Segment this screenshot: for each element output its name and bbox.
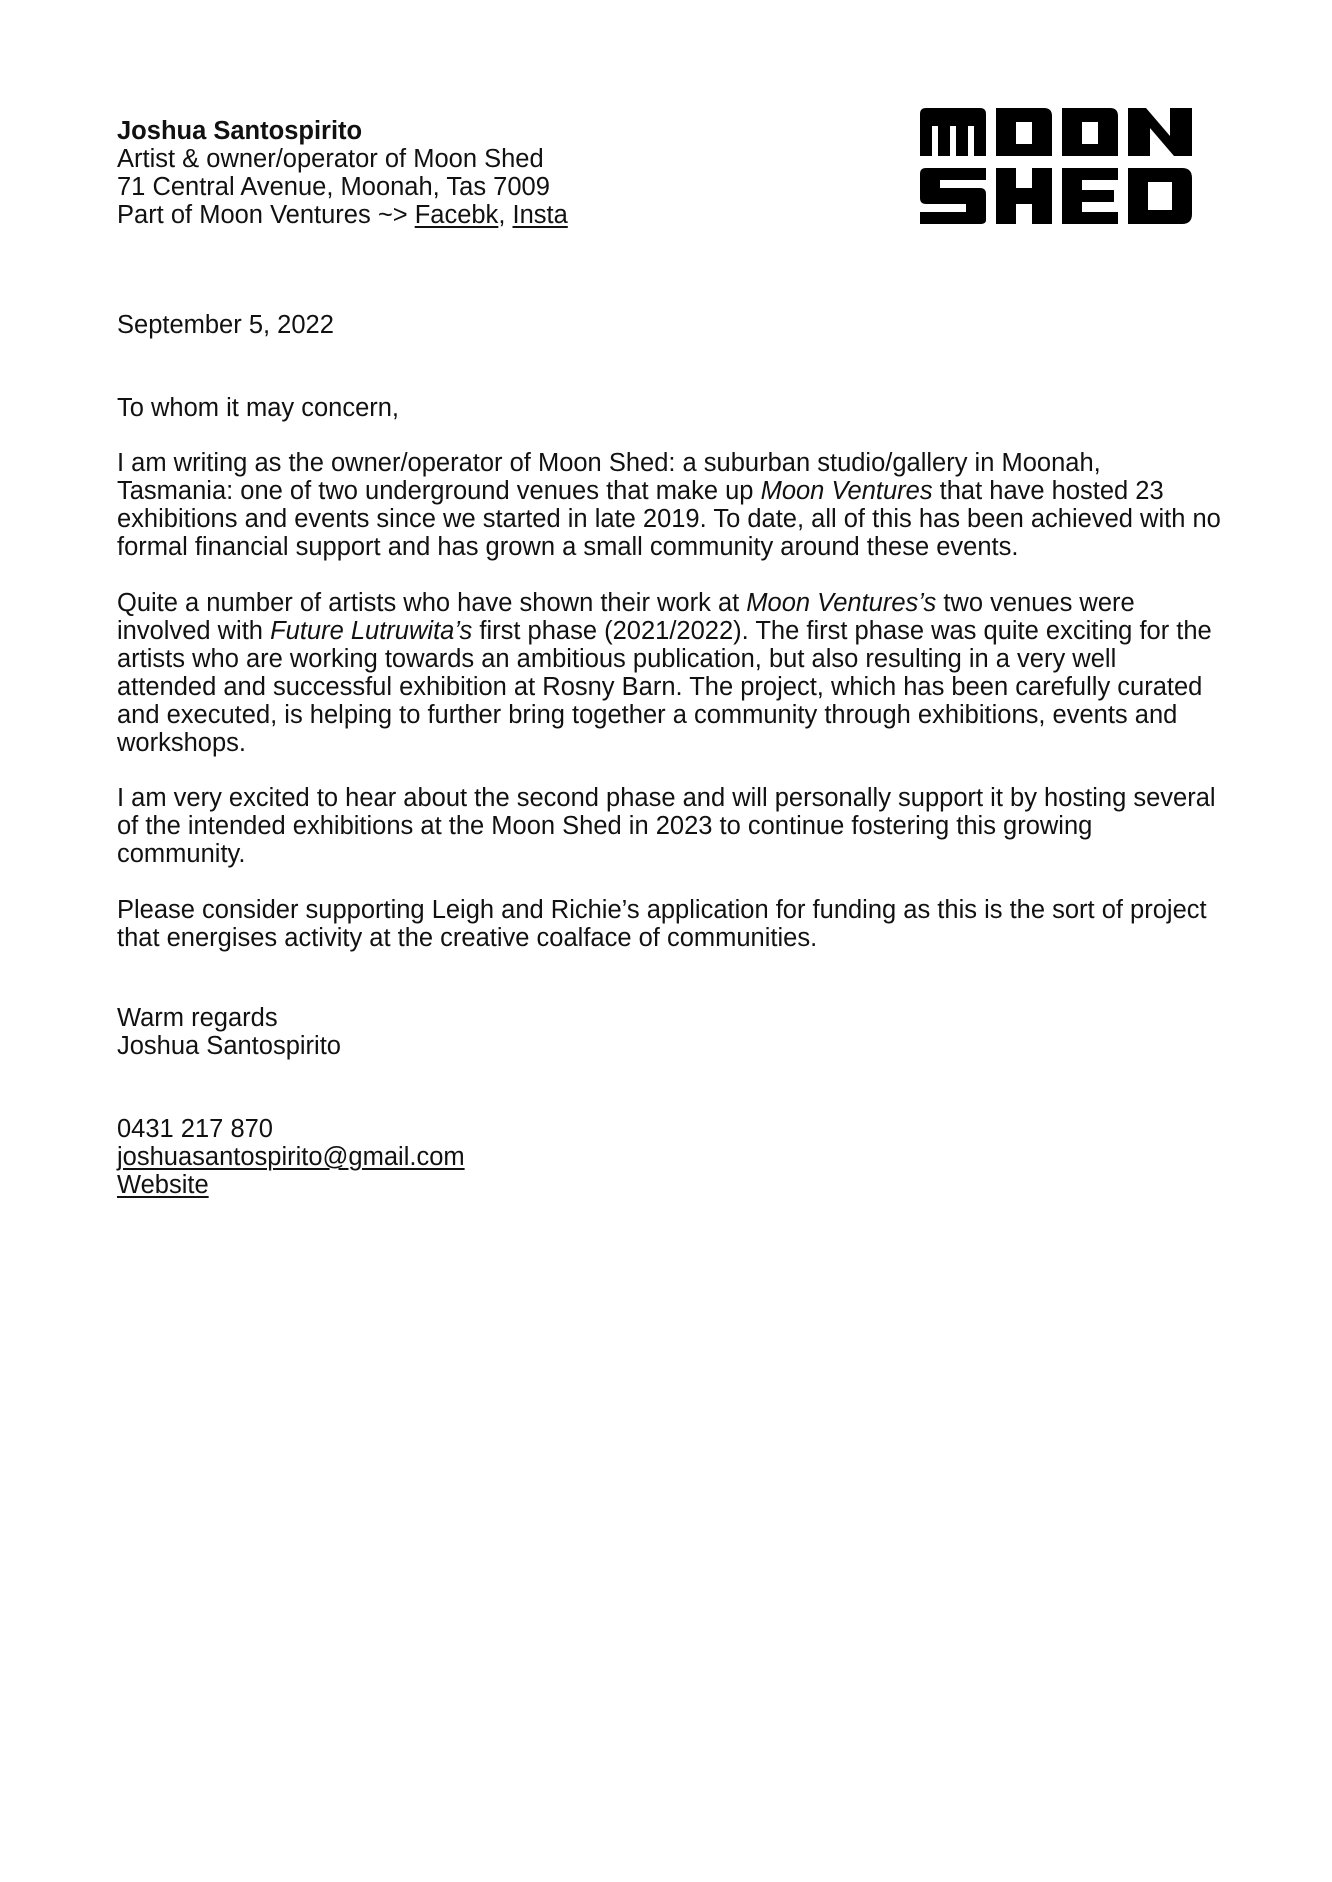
logo-graphic (920, 104, 1192, 226)
ventures-line (117, 201, 837, 229)
paragraph-line: and executed, is helping to further bring together a community through exhibitions, events and (117, 701, 1178, 729)
paragraph-line: Please consider supporting Leigh and Richie’s application for funding as this is the sort of project (117, 896, 1207, 924)
salutation: To whom it may concern, (117, 394, 400, 422)
text-run: first phase (2021/2022). The first phase was quite exciting for the (472, 617, 1212, 645)
link-separator: , (498, 201, 513, 229)
paragraph-3 (117, 784, 1227, 868)
text-run: Tasmania: one of two underground venues that make up (117, 477, 761, 505)
letterhead (117, 117, 837, 229)
logo-line-2 (920, 104, 921, 105)
venture-name: Moon Ventures (760, 477, 933, 505)
email-link[interactable]: joshuasantospirito@gmail.com (117, 1143, 465, 1171)
paragraph-line: that energises activity at the creative coalface of communities. (117, 924, 818, 952)
website-link[interactable]: Website (117, 1171, 209, 1199)
paragraph-line: workshops. (117, 729, 246, 757)
moon-shed-logo (920, 104, 1192, 226)
letter-date: September 5, 2022 (117, 311, 334, 339)
paragraph-line: artists who are working towards an ambitious publication, but also resulting in a very well (117, 645, 1117, 673)
paragraph-4 (117, 896, 1227, 952)
text-run: two venues were (936, 589, 1135, 617)
sender-role: Artist & owner/operator of Moon Shed (117, 145, 544, 173)
paragraph-line: of the intended exhibitions at the Moon Shed in 2023 to continue fostering this growing (117, 812, 1093, 840)
paragraph-line: attended and successful exhibition at Rosny Barn. The project, which has been carefully curated (117, 673, 1203, 701)
closing (117, 1004, 1227, 1060)
paragraph-line (117, 589, 1227, 617)
text-run: that have hosted 23 (932, 477, 1164, 505)
instagram-link[interactable]: Insta (512, 201, 568, 229)
text-run: Quite a number of artists who have shown their work at (117, 589, 747, 617)
contact-details (117, 1115, 1227, 1199)
paragraph-line (117, 617, 1227, 645)
venture-name: Moon Ventures’s (746, 589, 937, 617)
text-run: involved with (117, 617, 271, 645)
paragraph-line: I am very excited to hear about the second phase and will personally support it by hosting several (117, 784, 1216, 812)
paragraph-line: exhibitions and events since we started in late 2019. To date, all of this has been achieved with no (117, 505, 1221, 533)
paragraph-line: community. (117, 840, 246, 868)
phone-number: 0431 217 870 (117, 1115, 273, 1143)
signature-name: Joshua Santospirito (117, 1032, 341, 1060)
sender-name: Joshua Santospirito (117, 117, 363, 145)
ventures-prefix: Part of Moon Ventures ~> (117, 201, 415, 229)
closing-regards: Warm regards (117, 1004, 278, 1032)
project-name: Future Lutruwita’s (270, 617, 473, 645)
paragraph-line (117, 477, 1227, 505)
paragraph-line: formal financial support and has grown a small community around these events. (117, 533, 1019, 561)
paragraph-line: I am writing as the owner/operator of Moon Shed: a suburban studio/gallery in Moonah, (117, 449, 1101, 477)
facebook-link[interactable]: Facebk (414, 201, 499, 229)
paragraph-1 (117, 449, 1227, 561)
paragraph-2 (117, 589, 1227, 757)
sender-address: 71 Central Avenue, Moonah, Tas 7009 (117, 173, 550, 201)
